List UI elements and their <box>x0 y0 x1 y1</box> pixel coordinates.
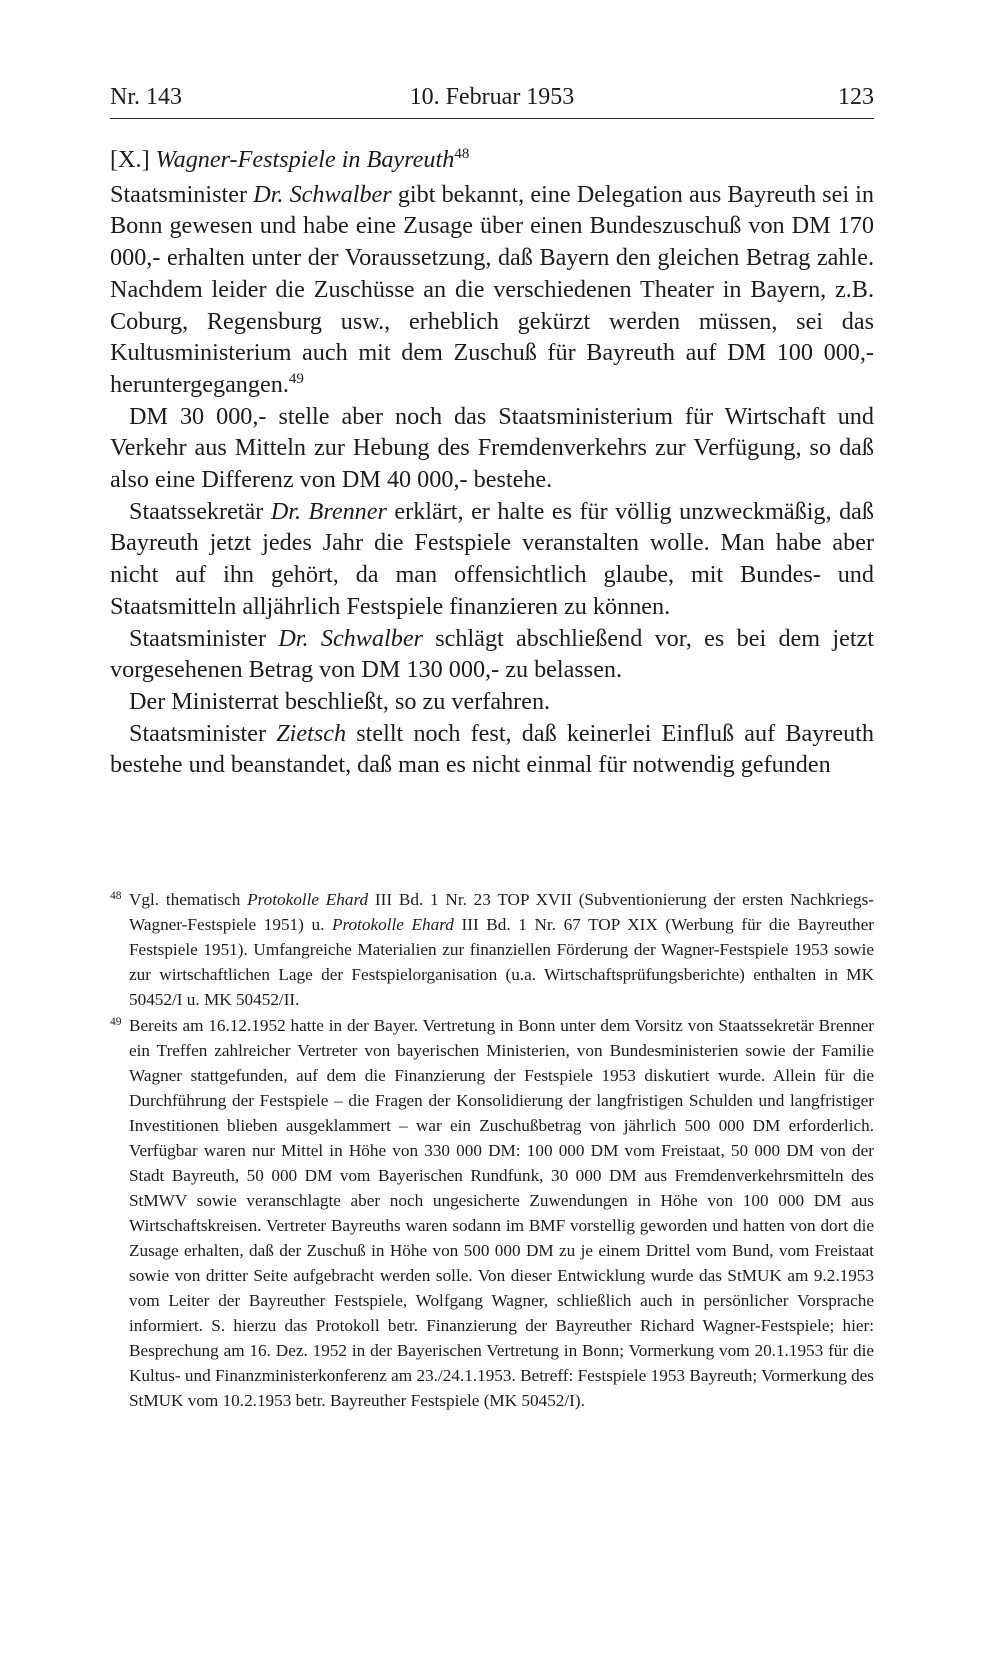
footnote-text: III Bd. 1 Nr. 67 TOP XIX (Werbung für die Bayreuther Festspiele 1951). Umfangreiche Materialien zur finanziellen Förderung der Wagner-Festspiele 1953 sowie zur wirtschaftlichen Lage der Festspielorganisation (u.a. Wirtschaftsprüfungsberichte) enthalten in MK 50452/I u. MK 50452/II. <box>129 915 874 1009</box>
section-title: Wagner-Festspiele in Bayreuth <box>155 146 455 173</box>
footnote-ref-48: 48 <box>454 146 470 162</box>
speaker-name: Dr. Schwalber <box>278 624 423 652</box>
paragraph-text: Staatsminister <box>129 624 279 652</box>
footnote-text: Bereits am 16.12.1952 hatte in der Bayer. Vertretung in Bonn unter dem Vorsitz von Staatssekretär Brenner ein Treffen zahlreicher Vertreter von bayerischen Ministerien, von Bundesministerien sowie der Familie Wagner stattgefunden, auf dem die Finanzierung der Festspiele 1953 diskutiert wurde. Allein für die Durchführung der Festspiele – die Fragen der Konsolidierung der langfristigen Schulden und langfristiger Investitionen blieben ausgeklammert – war ein Zuschußbetrag von jährlich 500 000 DM erforderlich. Verfügbar waren nur Mittel in Höhe von 330 000 DM: 100 000 DM vom Freistaat, 50 000 DM von der Stadt Bayreuth, 50 000 DM vom Bayerischen Rundfunk, 30 000 DM aus Fremdenverkehrsmitteln des StMWV sowie veranschlagte aber noch ungesicherte Zuwendungen in Höhe von 100 000 DM aus Wirtschaftskreisen. Vertreter Bayreuths waren sodann im BMF vorstellig geworden und hatten von dort die Zusage erhalten, daß der Zuschuß in Höhe von 500 000 DM zu je einem Drittel vom Bund, vom Freistaat sowie von dritter Seite aufgebracht werden solle. Von dieser Entwicklung wurde das StMUK am 9.2.1953 vom Leiter der Bayreuther Festspiele, Wolfgang Wagner, schließlich auch in persönlicher Vorsprache informiert. S. hierzu das Protokoll betr. Finanzierung der Bayreuther Richard Wagner-Festspiele; hier: Besprechung am 16. Dez. 1952 in der Bayerischen Vertretung in Bonn; Vormerkung vom 20.1.1953 für die Kultus- und Finanzministerkonferenz am 23./24.1.1953. Betreff: Festspiele 1953 Bayreuth; Vormerkung des StMUK vom 10.2.1953 betr. Bayreuther Festspiele (MK 50452/I). <box>129 1016 874 1410</box>
speaker-name: Dr. Brenner <box>270 497 387 525</box>
footnote-48 <box>110 887 874 1012</box>
document-number: Nr. 143 <box>110 84 182 110</box>
footnote-number: 49 <box>110 1016 122 1028</box>
footnote-number: 48 <box>110 890 122 902</box>
speaker-name: Zietsch <box>276 719 347 747</box>
paragraph-1 <box>110 179 874 401</box>
footnote-text: III Bd. 1 Nr. 23 TOP XVII (Subventionierung der ersten Nachkriegs-Wagner-Festspiele 1951) u. <box>129 890 874 934</box>
paragraph-4 <box>110 623 874 686</box>
header-date: 10. Februar 1953 <box>409 84 575 110</box>
running-header <box>110 82 874 119</box>
citation-title: Protokolle Ehard <box>247 890 369 909</box>
paragraph-text: schlägt abschließend vor, es bei dem jetzt vorgesehenen Betrag von DM 130 000,- zu belassen. <box>110 624 874 684</box>
page-number: 123 <box>838 84 874 110</box>
citation-title: Protokolle Ehard <box>332 915 454 934</box>
paragraph-text: gibt bekannt, eine Delegation aus Bayreuth sei in Bonn gewesen und habe eine Zusage über einen Bundeszuschuß von DM 170 000,- erhalten unter der Voraussetzung, daß Bayern den gleichen Betrag zahle. Nachdem leider die Zuschüsse an die verschiedenen Theater in Bayern, z.B. Coburg, Regensburg usw., erheblich gekürzt werden müssen, sei das Kultusministerium auch mit dem Zuschuß für Bayreuth auf DM 100 000,- heruntergegangen. <box>110 180 875 398</box>
section-label: [X.] <box>110 146 150 173</box>
paragraph-2: DM 30 000,- stelle aber noch das Staatsministerium für Wirtschaft und Verkehr aus Mitteln zur Hebung des Fremdenverkehrs zur Verfügung, so daß also eine Differenz von DM 40 000,- bestehe. <box>110 402 874 494</box>
footnote-49 <box>110 1013 874 1413</box>
main-text <box>110 144 874 781</box>
paragraph-text: erklärt, er halte es für völlig unzweckmäßig, daß Bayreuth jetzt jedes Jahr die Festspiele veranstalten wolle. Man habe aber nicht auf ihn gehört, da man offensichtlich glaube, mit Bundes- und Staatsmitteln alljährlich Festspiele finanzieren zu können. <box>110 497 874 620</box>
footnote-ref-49: 49 <box>288 370 304 387</box>
footnotes <box>110 887 874 1414</box>
paragraph-text: Staatsminister <box>110 180 254 208</box>
paragraph-text: Staatsminister <box>129 719 277 747</box>
paragraph-text: Staatssekretär <box>129 497 271 525</box>
paragraph-5: Der Ministerrat beschließt, so zu verfahren. <box>129 687 551 715</box>
paragraph-3 <box>110 496 874 623</box>
paragraph-6 <box>110 718 874 781</box>
section-heading <box>110 144 874 176</box>
speaker-name: Dr. Schwalber <box>253 180 392 208</box>
footnote-text: Vgl. thematisch <box>129 890 248 909</box>
paragraph-text: stellt noch fest, daß keinerlei Einfluß auf Bayreuth bestehe und beanstandet, daß man es nicht einmal für notwendig gefunden <box>110 719 874 779</box>
